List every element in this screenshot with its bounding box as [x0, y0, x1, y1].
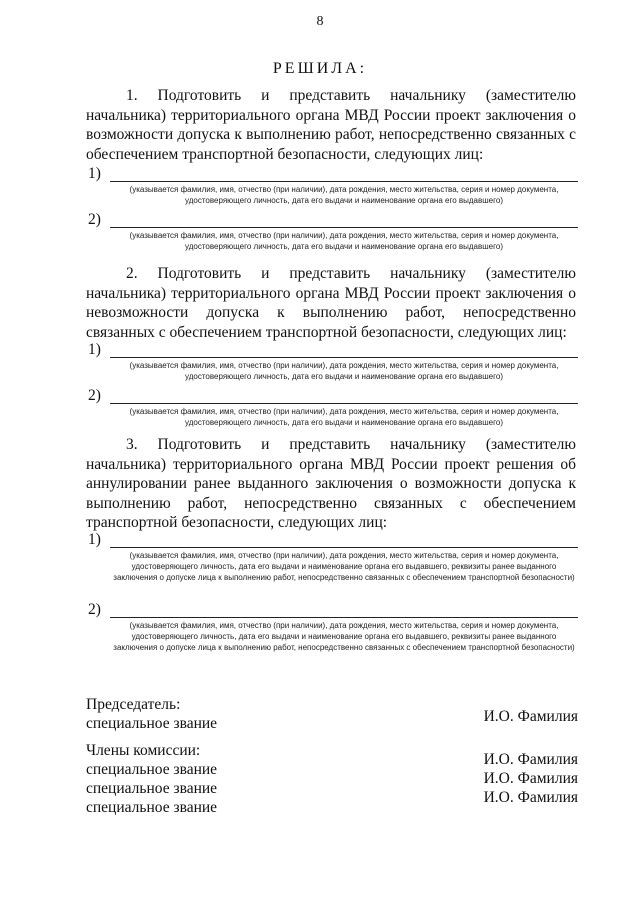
section-3-entry-1: [88, 531, 578, 583]
section-3-text: 3. Подготовить и представить начальнику (заместителю начальника) территориального органа МВД России проект решения об аннулировании ранее выданного заключения о возможности допуска к выполнению работ, непосредственно связанных с обеспечением транспортной безопасности, следующих лиц:: [86, 436, 576, 531]
entry-hint: (указывается фамилия, имя, отчество (при наличии), дата рождения, место жительства, серия и номер документа, удостоверяющего личность, дата его выдачи и наименование органа его выдавшего): [129, 407, 559, 427]
chairman-block: [86, 695, 217, 733]
entry-number: 2): [88, 211, 101, 228]
member-name: И.О. Фамилия: [483, 751, 578, 768]
members-names: [484, 750, 578, 807]
section-2-text: 2. Подготовить и представить начальнику (заместителю начальника) территориального органа МВД России проект заключения о невозможности допуска к выполнению работ, непосредственно связанных с обеспечением транспортной безопасности, следующих лиц:: [86, 265, 576, 341]
entry-hint: (указывается фамилия, имя, отчество (при наличии), дата рождения, место жительства, серия и номер документа, удостоверяющего личность, дата его выдачи и наименование органа его выдавшего): [129, 185, 559, 205]
member-rank: специальное звание: [86, 780, 218, 797]
section-2-entry-2: [88, 387, 578, 428]
section-2-entry-1: [88, 341, 578, 382]
fill-line: [110, 535, 578, 548]
entry-number: 1): [88, 165, 101, 182]
entry-number: 2): [88, 387, 101, 404]
entry-hint: (указывается фамилия, имя, отчество (при наличии), дата рождения, место жительства, серия и номер документа, удостоверяющего личность, дата его выдачи и наименование органа его выдавшего, реквизиты ранее выданного заключения о допуске лица к выполнению работ, непосредственно связанных с обеспечением транспортной безопасности): [113, 621, 575, 652]
decision-heading: РЕШИЛА:: [272, 60, 368, 77]
entry-hint: (указывается фамилия, имя, отчество (при наличии), дата рождения, место жительства, серия и номер документа, удостоверяющего личность, дата его выдачи и наименование органа его выдавшего): [129, 231, 559, 251]
fill-line: [110, 605, 578, 618]
chairman-label: Председатель:: [86, 696, 181, 713]
section-1-entry-2: [88, 211, 578, 252]
member-name: И.О. Фамилия: [483, 770, 578, 787]
section-1-text: 1. Подготовить и представить начальнику (заместителю начальника) территориального органа МВД России проект заключения о возможности допуска к выполнению работ, непосредственно связанных с обеспечением транспортной безопасности, следующих лиц:: [86, 87, 576, 163]
fill-line: [110, 345, 578, 358]
fill-line: [110, 169, 578, 182]
page-number: 8: [316, 14, 324, 29]
entry-number: 1): [88, 341, 101, 358]
entry-number: 1): [88, 531, 101, 548]
member-rank: специальное звание: [86, 799, 218, 816]
section-3-entry-2: [88, 601, 578, 653]
entry-hint: (указывается фамилия, имя, отчество (при наличии), дата рождения, место жительства, серия и номер документа, удостоверяющего личность, дата его выдачи и наименование органа его выдавшего): [129, 361, 559, 381]
entry-hint: (указывается фамилия, имя, отчество (при наличии), дата рождения, место жительства, серия и номер документа, удостоверяющего личность, дата его выдачи и наименование органа его выдавшего, реквизиты ранее выданного заключения о допуске лица к выполнению работ, непосредственно связанных с обеспечением транспортной безопасности): [113, 551, 575, 582]
fill-line: [110, 215, 578, 228]
section-1-entry-1: [88, 165, 578, 206]
entry-number: 2): [88, 601, 101, 618]
chairman-rank: специальное звание: [86, 715, 218, 732]
member-name: И.О. Фамилия: [483, 789, 578, 806]
fill-line: [110, 391, 578, 404]
members-block: [86, 741, 217, 817]
chairman-name: И.О. Фамилия: [483, 708, 578, 725]
members-label: Члены комиссии:: [86, 742, 201, 759]
member-rank: специальное звание: [86, 761, 218, 778]
